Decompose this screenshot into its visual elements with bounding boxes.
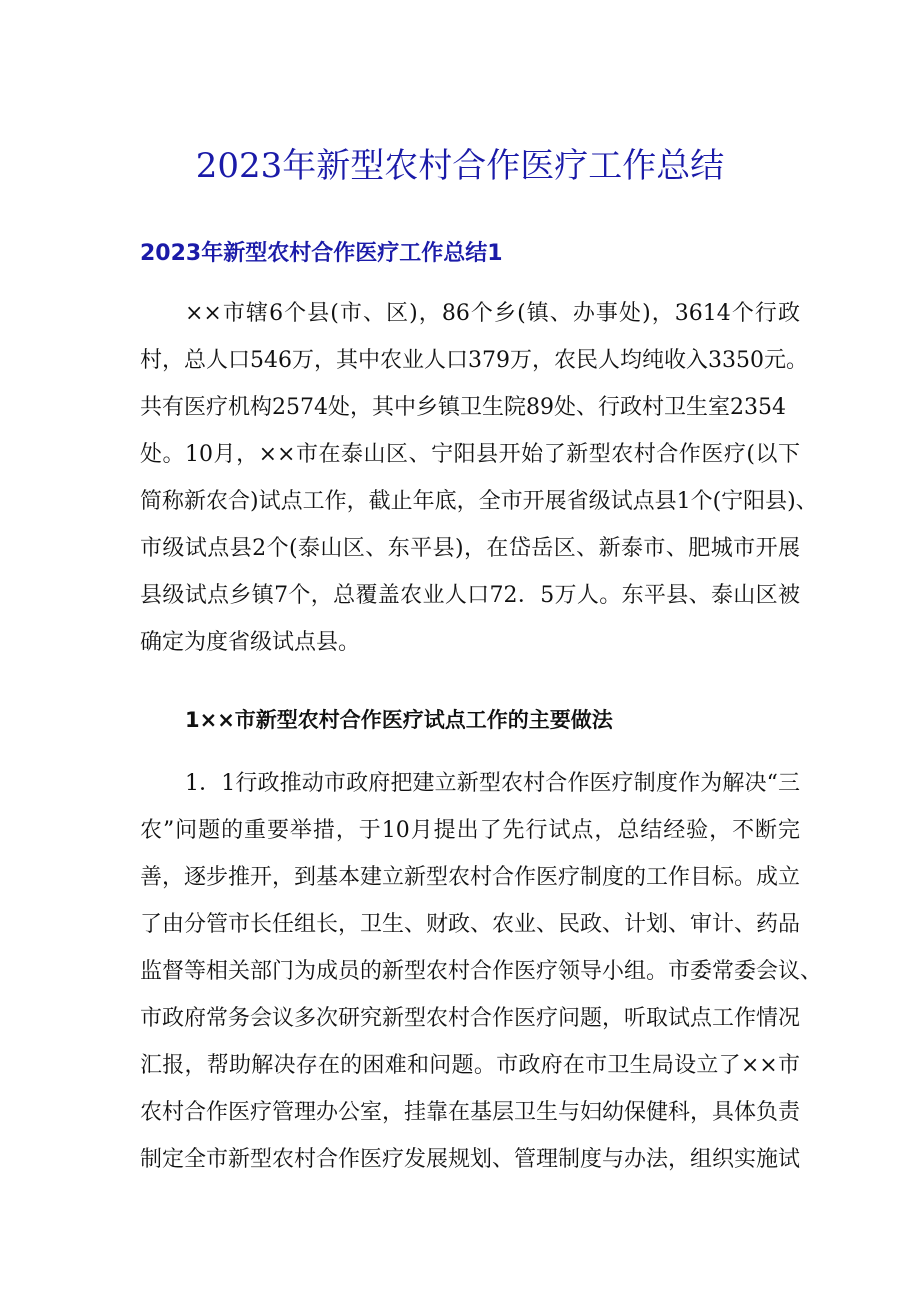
section-heading: 1××市新型农村合作医疗试点工作的主要做法 [185,708,613,732]
paragraph-line: 1．1行政推动市政府把建立新型农村合作医疗制度作为解决“三 [185,771,800,796]
document-title: 2023年新型农村合作医疗工作总结 [195,146,725,186]
paragraph-line: 共有医疗机构2574处，其中乡镇卫生院89处、行政村卫生室2354 [140,395,786,420]
paragraph-line: 确定为度省级试点县。 [140,630,361,655]
paragraph-line: 善，逐步推开，到基本建立新型农村合作医疗制度的工作目标。成立 [140,865,801,890]
paragraph-line: 监督等相关部门为成员的新型农村合作医疗领导小组。市委常委会议、 [140,959,823,984]
paragraph-line: 简称新农合)试点工作，截止年底，全市开展省级试点县1个(宁阳县)、 [140,489,818,514]
paragraph-line: 县级试点乡镇7个，总覆盖农业人口72．5万人。东平县、泰山区被 [140,583,800,608]
paragraph-line: 农村合作医疗管理办公室，挂靠在基层卫生与妇幼保健科，具体负责 [140,1100,801,1125]
paragraph-line: ××市辖6个县(市、区)，86个乡(镇、办事处)，3614个行政 [185,301,800,326]
section-subtitle: 2023年新型农村合作医疗工作总结1 [140,241,503,266]
paragraph-line: 了由分管市长任组长，卫生、财政、农业、民政、计划、审计、药品 [140,912,801,937]
paragraph-line: 处。10月，××市在泰山区、宁阳县开始了新型农村合作医疗(以下 [140,442,800,467]
paragraph-line: 市级试点县2个(泰山区、东平县)，在岱岳区、新泰市、肥城市开展 [140,536,800,561]
paragraph-line: 制定全市新型农村合作医疗发展规划、管理制度与办法，组织实施试 [140,1147,801,1172]
paragraph-line: 汇报，帮助解决存在的困难和问题。市政府在市卫生局设立了××市 [140,1053,800,1078]
paragraph-line: 农”问题的重要举措，于10月提出了先行试点，总结经验，不断完 [140,818,800,843]
paragraph-line: 市政府常务会议多次研究新型农村合作医疗问题，听取试点工作情况 [140,1006,801,1031]
paragraph-line: 村，总人口546万，其中农业人口379万，农民人均纯收入3350元。 [140,348,808,373]
